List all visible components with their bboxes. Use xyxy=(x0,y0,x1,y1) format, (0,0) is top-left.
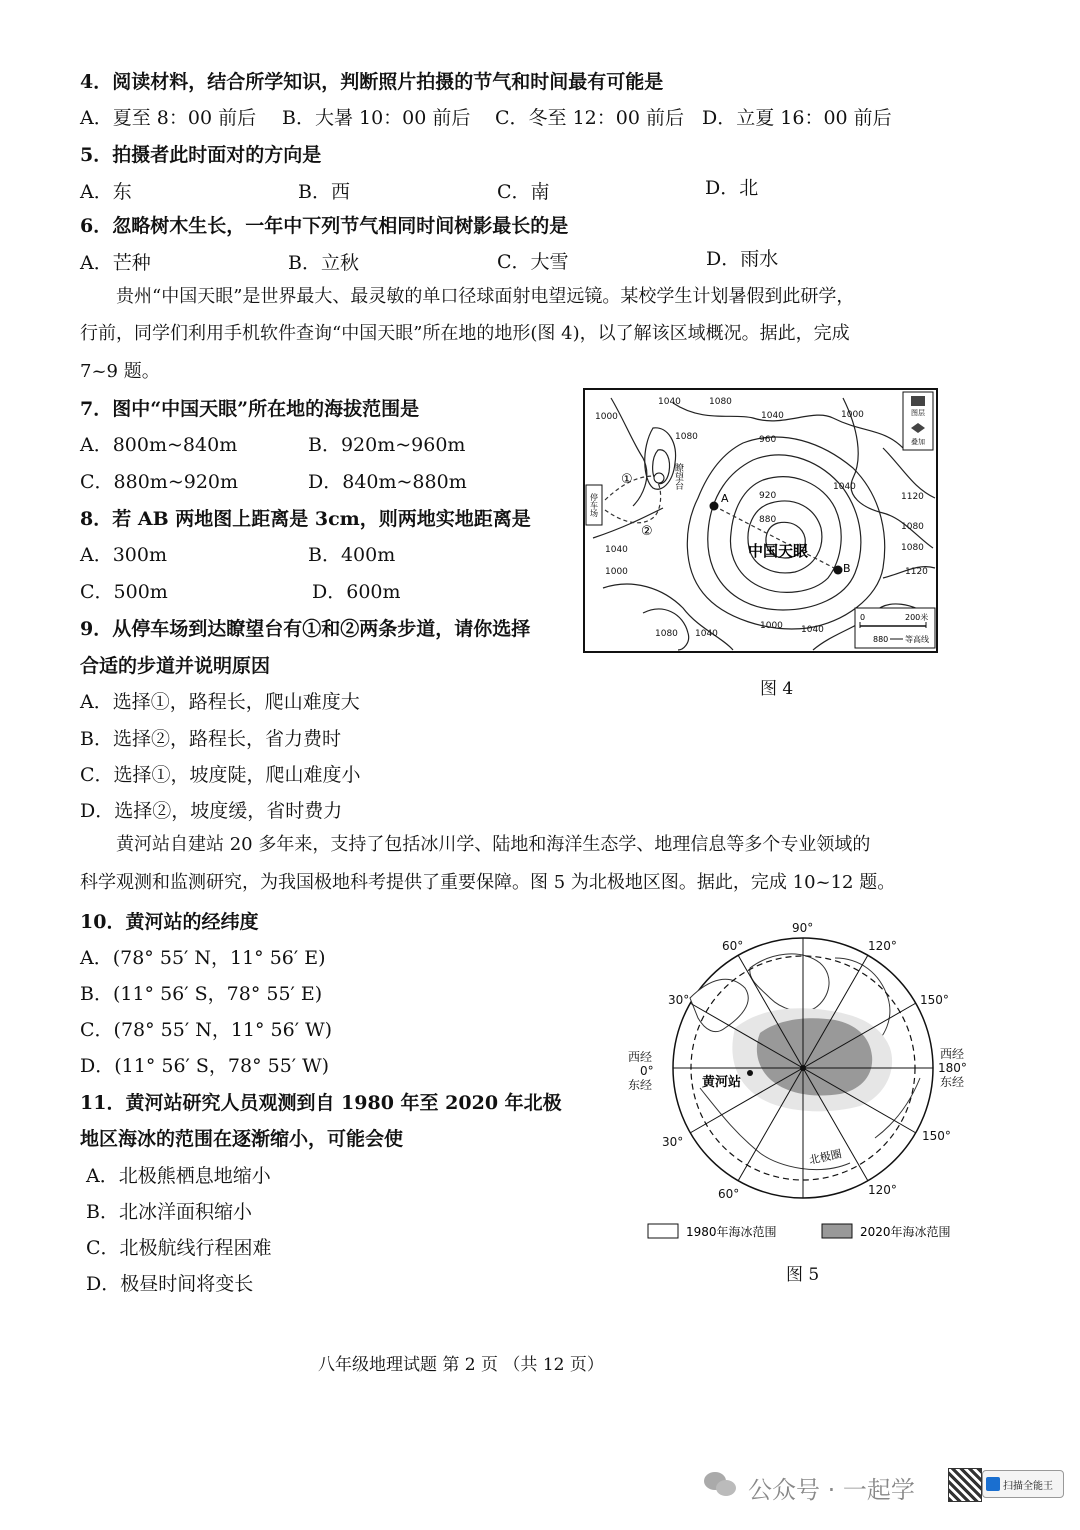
contour-label: 1040 xyxy=(605,545,628,555)
contour-label: 1120 xyxy=(905,567,928,577)
contour-label: 1080 xyxy=(709,397,732,407)
q6-option-c: C．大雪 xyxy=(497,251,569,273)
contour-label: 1080 xyxy=(901,543,924,553)
q6-stem: 6．忽略树木生长，一年中下列节气相同时间树影最长的是 xyxy=(80,215,569,237)
point-b-label: B xyxy=(843,562,851,575)
page-footer: 八年级地理试题 第 2 页 （共 12 页） xyxy=(318,1355,604,1375)
degree-label: 150° xyxy=(922,1129,951,1143)
passage-1-line-2: 行前，同学们利用手机软件查询“中国天眼”所在地的地形(图 4)，以了解该区域概况。据此，完成 xyxy=(80,323,850,344)
legend-contour-label: 等高线 xyxy=(905,635,929,644)
q6-option-b: B．立秋 xyxy=(288,252,359,274)
q5-option-a: A．东 xyxy=(80,181,132,203)
scanner-badge xyxy=(982,1470,1064,1498)
east-longitude-right: 东经 xyxy=(940,1075,965,1089)
q11-stem-line-1: 11．黄河站研究人员观测到自 1980 年至 2020 年北极 xyxy=(80,1092,562,1114)
degree-label: 150° xyxy=(920,993,949,1007)
degree-label: 60° xyxy=(718,1187,740,1201)
scale-distance: 200米 xyxy=(905,613,929,622)
east-longitude-left: 东经 xyxy=(628,1078,653,1092)
q11-stem-line-2: 地区海冰的范围在逐渐缩小，可能会使 xyxy=(80,1128,404,1150)
station-label: 黄河站 xyxy=(702,1075,742,1090)
contour-label: 1120 xyxy=(901,492,924,502)
figure-4-caption: 图 4 xyxy=(760,679,794,699)
qr-code xyxy=(948,1468,982,1502)
legend-2020-swatch xyxy=(822,1224,852,1238)
passage-1-line-1: 贵州“中国天眼”是世界最大、最灵敏的单口径球面射电望远镜。某校学生计划暑假到此研学， xyxy=(116,286,855,307)
q4-option-a: A．夏至 8：00 前后 xyxy=(80,107,257,129)
contour-label: 1040 xyxy=(695,629,718,639)
figure-5-arctic-map xyxy=(620,918,980,1248)
station-marker xyxy=(747,1070,753,1076)
point-a-label: A xyxy=(721,492,729,505)
contour-label: 1040 xyxy=(658,397,681,407)
contour-label: 1040 xyxy=(833,482,856,492)
degree-label: 30° xyxy=(662,1135,684,1149)
parking-label: 停车场 xyxy=(589,493,599,517)
degree-label: 90° xyxy=(792,921,814,935)
degree-180: 180° xyxy=(938,1061,967,1075)
q10-option-b: B．(11° 56′ S，78° 55′ E) xyxy=(80,983,323,1005)
q5-stem: 5．拍摄者此时面对的方向是 xyxy=(80,144,322,166)
q10-stem: 10．黄河站的经纬度 xyxy=(80,911,259,933)
q10-option-a: A．(78° 55′ N，11° 56′ E) xyxy=(80,947,326,969)
contour-label: 1000 xyxy=(841,410,864,420)
passage-2-line-1: 黄河站自建站 20 多年来，支持了包括冰川学、陆地和海洋生态学、地理信息等多个专业领域的 xyxy=(116,834,871,855)
degree-label: 60° xyxy=(722,939,744,953)
q5-option-c: C．南 xyxy=(497,181,550,203)
zero-degree: 0° xyxy=(640,1064,654,1078)
fast-title: 中国天眼 xyxy=(747,542,809,560)
degree-label: 120° xyxy=(868,1183,897,1197)
q7-stem: 7．图中“中国天眼”所在地的海拔范围是 xyxy=(80,398,420,420)
q9-option-c: C．选择①，坡度陡，爬山难度小 xyxy=(80,764,361,786)
q7-option-b: B．920m~960m xyxy=(308,434,466,456)
west-longitude-left: 西经 xyxy=(628,1050,653,1064)
scanner-label: 扫描全能王 xyxy=(1003,1480,1053,1492)
contour-label: 1000 xyxy=(595,412,618,422)
q7-option-a: A．800m~840m xyxy=(80,434,238,456)
legend-1980-label: 1980年海冰范围 xyxy=(686,1225,777,1239)
q4-option-b: B．大暑 10：00 前后 xyxy=(282,107,471,129)
arctic-circle-label: 北极圈 xyxy=(807,1147,843,1167)
contour-label: 1000 xyxy=(760,621,783,631)
q9-option-b: B．选择②，路程长，省力费时 xyxy=(80,728,341,750)
figure-4-contour-map xyxy=(583,388,939,654)
figure-5-caption: 图 5 xyxy=(786,1265,820,1285)
degree-label: 30° xyxy=(668,993,690,1007)
q7-option-c: C．880m~920m xyxy=(80,471,239,493)
contour-label: 1000 xyxy=(605,567,628,577)
layers-label[interactable]: 图层 xyxy=(911,409,925,417)
overlay-label[interactable]: 叠加 xyxy=(911,438,925,446)
contour-label: 960 xyxy=(759,435,777,445)
q8-option-d: D．600m xyxy=(312,581,401,603)
q11-option-a: A．北极熊栖息地缩小 xyxy=(86,1165,271,1187)
q9-stem-line-1: 9．从停车场到达瞭望台有①和②两条步道，请你选择 xyxy=(80,618,531,640)
q11-option-d: D．极昼时间将变长 xyxy=(86,1273,254,1295)
q9-option-d: D．选择②，坡度缓，省时费力 xyxy=(80,800,343,822)
lookout-marker xyxy=(654,473,664,483)
legend-1980-swatch xyxy=(648,1224,678,1238)
point-b-marker xyxy=(834,566,843,575)
watermark-account: 公众号 · 一起学 xyxy=(748,1476,915,1504)
scale-zero: 0 xyxy=(860,613,866,622)
contour-label: 880 xyxy=(759,515,777,525)
q8-option-c: C．500m xyxy=(80,581,168,603)
lookout-label: 瞭望台 xyxy=(673,463,683,490)
q4-option-d: D．立夏 16：00 前后 xyxy=(702,107,892,129)
q6-option-a: A．芒种 xyxy=(80,252,151,274)
q8-stem: 8．若 AB 两地图上距离是 3cm，则两地实地距离是 xyxy=(80,508,531,530)
degree-label: 120° xyxy=(868,939,897,953)
q9-option-a: A．选择①，路程长，爬山难度大 xyxy=(80,691,360,713)
scanner-icon xyxy=(986,1477,1000,1491)
passage-2-line-2: 科学观测和监测研究，为我国极地科考提供了重要保障。图 5 为北极地区图。据此，完成 10~12 题。 xyxy=(80,872,896,893)
contour-label: 1080 xyxy=(901,522,924,532)
contour-label: 1040 xyxy=(761,411,784,421)
legend-contour-value: 880 xyxy=(873,635,889,644)
wechat-icon xyxy=(704,1470,740,1498)
west-longitude-right: 西经 xyxy=(940,1047,965,1061)
north-pole xyxy=(800,1065,806,1071)
route-1-label: ① xyxy=(621,472,633,487)
q8-option-a: A．300m xyxy=(80,544,168,566)
route-2-label: ② xyxy=(641,524,653,539)
q7-option-d: D．840m~880m xyxy=(308,471,467,493)
passage-1-line-3: 7~9 题。 xyxy=(80,361,160,382)
contour-label: 1080 xyxy=(675,432,698,442)
q4-stem: 4．阅读材料，结合所学知识，判断照片拍摄的节气和时间最有可能是 xyxy=(80,71,664,93)
q6-option-d: D．雨水 xyxy=(706,248,779,270)
contour-label: 1040 xyxy=(801,625,824,635)
point-a-marker xyxy=(710,502,719,511)
q11-option-c: C．北极航线行程困难 xyxy=(86,1237,272,1259)
q10-option-d: D．(11° 56′ S，78° 55′ W) xyxy=(80,1055,330,1077)
q5-option-d: D．北 xyxy=(705,177,759,199)
contour-label: 920 xyxy=(759,491,777,501)
q4-option-c: C．冬至 12：00 前后 xyxy=(495,107,684,129)
q11-option-b: B．北冰洋面积缩小 xyxy=(86,1201,252,1223)
q9-stem-line-2: 合适的步道并说明原因 xyxy=(80,655,271,677)
layers-icon[interactable] xyxy=(911,396,925,406)
q8-option-b: B．400m xyxy=(308,544,396,566)
legend-2020-label: 2020年海冰范围 xyxy=(860,1225,951,1239)
q10-option-c: C．(78° 55′ N，11° 56′ W) xyxy=(80,1019,333,1041)
contour-label: 1080 xyxy=(655,629,678,639)
q5-option-b: B．西 xyxy=(298,181,350,203)
